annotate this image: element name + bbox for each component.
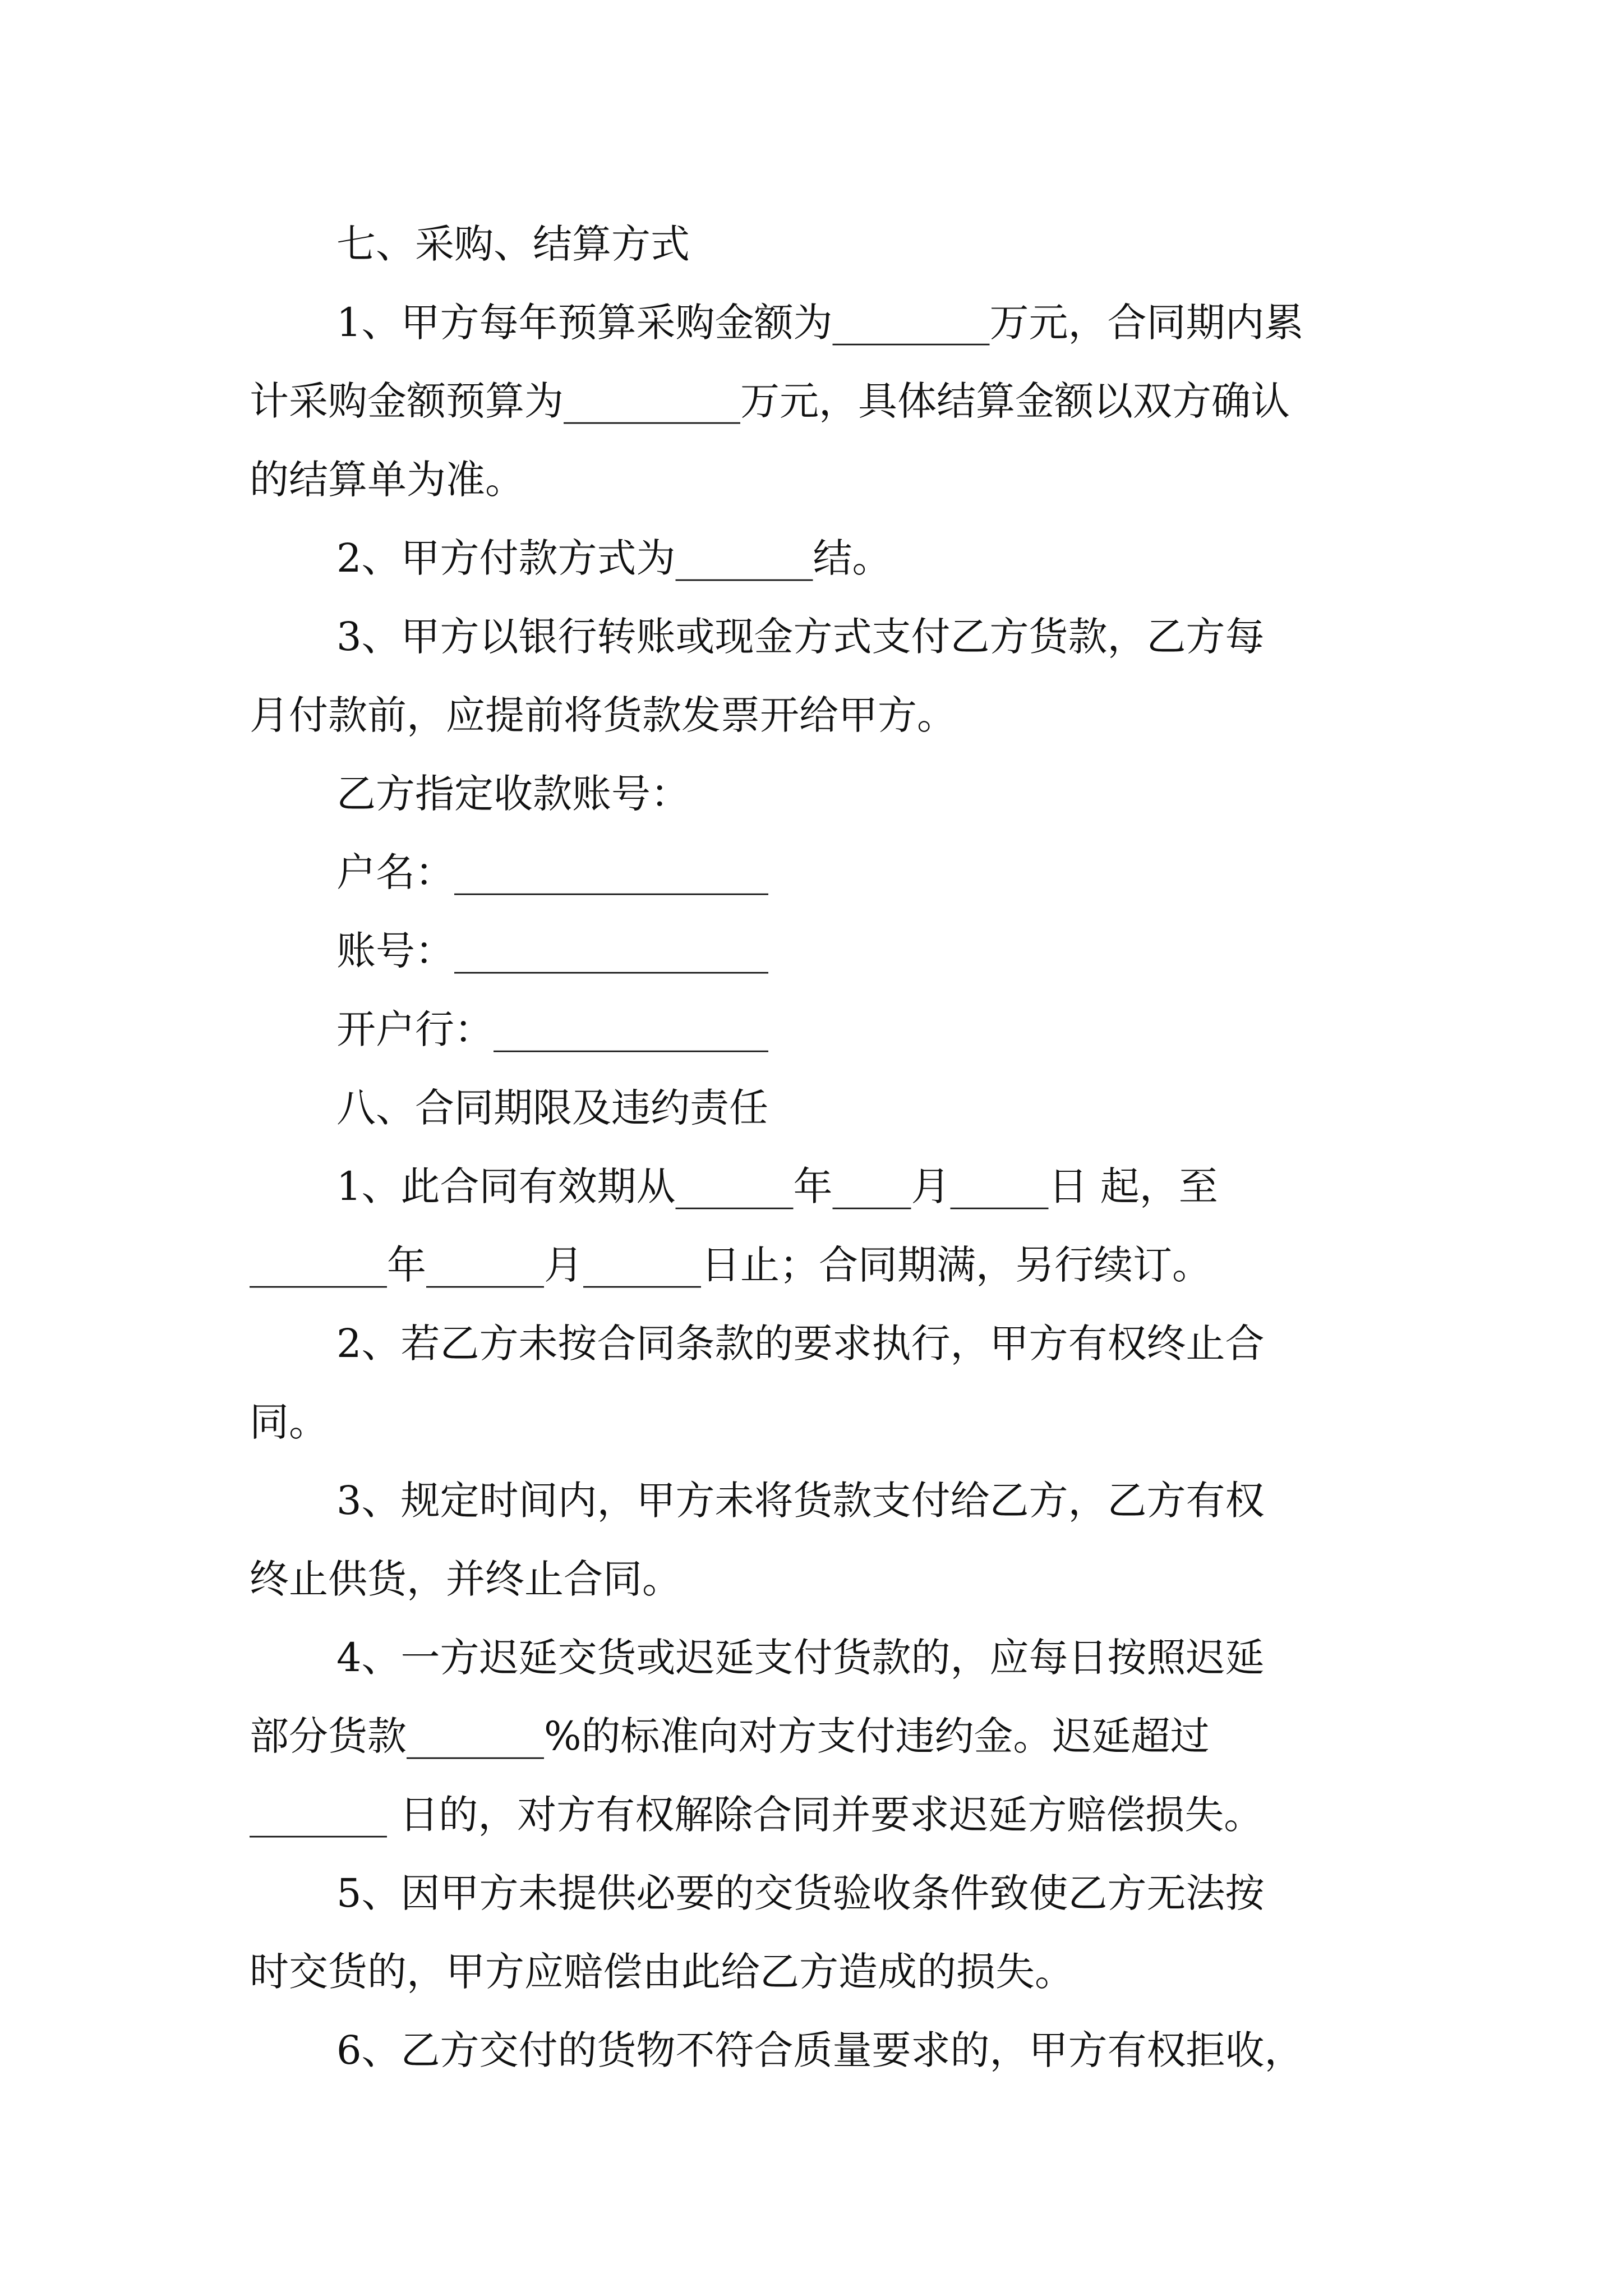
account-name-field: 户名：________________ bbox=[336, 849, 768, 895]
paragraph-line: 4、一方迟延交货或迟延支付货款的，应每日按照迟延 bbox=[336, 1635, 1265, 1681]
section-heading-7: 七、采购、结算方式 bbox=[336, 221, 690, 267]
paragraph-line: 6、乙方交付的货物不符合质量要求的，甲方有权拒收， bbox=[336, 2027, 1304, 2073]
paragraph-line: 3、规定时间内，甲方未将货款支付给乙方，乙方有权 bbox=[336, 1478, 1265, 1524]
paragraph-line: 计采购金额预算为_________万元，具体结算金额以双方确认 bbox=[250, 378, 1290, 424]
paragraph-line: 5、因甲方未提供必要的交货验收条件致使乙方无法按 bbox=[336, 1870, 1265, 1916]
paragraph-line: 2、若乙方未按合同条款的要求执行，甲方有权终止合 bbox=[336, 1320, 1265, 1366]
paragraph-line: 3、甲方以银行转账或现金方式支付乙方货款，乙方每 bbox=[336, 614, 1265, 660]
section-heading-8: 八、合同期限及违约责任 bbox=[336, 1085, 768, 1131]
paragraph-line: 的结算单为准。 bbox=[250, 457, 524, 503]
paragraph-line: 终止供货，并终止合同。 bbox=[250, 1556, 681, 1602]
paragraph-line: 时交货的，甲方应赔偿由此给乙方造成的损失。 bbox=[250, 1949, 1074, 1995]
paragraph-line: 1、此合同有效期从______年____月_____日 起，至 bbox=[336, 1163, 1218, 1209]
paragraph-line: 同。 bbox=[250, 1399, 328, 1445]
paragraph-line: 月付款前，应提前将货款发票开给甲方。 bbox=[250, 692, 956, 738]
paragraph-line: 1、甲方每年预算采购金额为________万元，合同期内累 bbox=[336, 300, 1304, 346]
paragraph-line: 乙方指定收款账号： bbox=[336, 771, 690, 817]
bank-field: 开户行：______________ bbox=[336, 1006, 768, 1052]
paragraph-line: _______年______月______日止；合同期满，另行续订。 bbox=[250, 1242, 1211, 1288]
paragraph-line: 部分货款_______%的标准向对方支付违约金。迟延超过 bbox=[250, 1713, 1210, 1759]
paragraph-line: 2、甲方付款方式为_______结。 bbox=[336, 535, 892, 581]
account-number-field: 账号：________________ bbox=[336, 928, 768, 974]
paragraph-line: _______ 日的，对方有权解除合同并要求迟延方赔偿损失。 bbox=[250, 1792, 1264, 1838]
